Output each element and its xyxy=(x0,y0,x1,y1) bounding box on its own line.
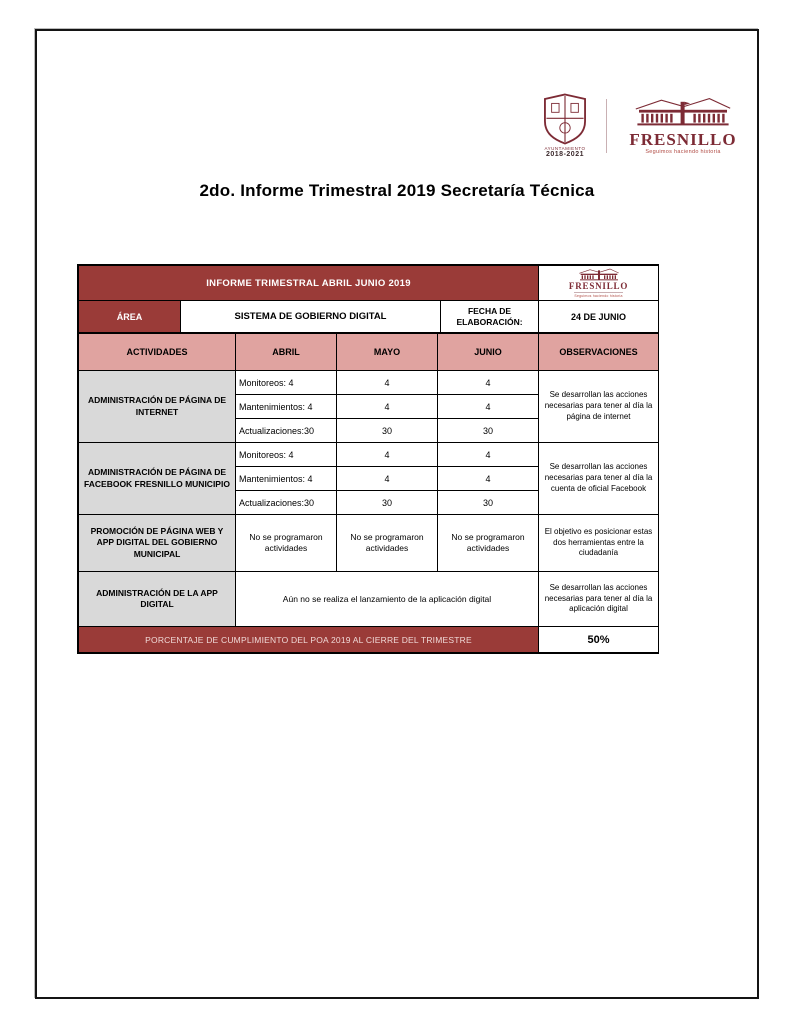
municipal-crest-logo xyxy=(536,93,594,158)
table-row xyxy=(79,515,659,572)
report-body-table xyxy=(78,333,659,653)
footer-percentage: 50% xyxy=(539,627,659,653)
cell-abril: Actualizaciones:30 xyxy=(236,419,337,443)
cell-junio: 4 xyxy=(438,443,539,467)
cell-abril: No se programaron actividades xyxy=(236,515,337,572)
cell-mayo: 4 xyxy=(337,371,438,395)
activity-facebook: ADMINISTRACIÓN DE PÁGINA DE FACEBOOK FRESNILLO MUNICIPIO xyxy=(79,443,236,515)
cell-merged-months: Aún no se realiza el lanzamiento de la aplicación digital xyxy=(236,572,539,627)
fresnillo-logo-small xyxy=(541,268,656,298)
cell-mayo: 4 xyxy=(337,395,438,419)
col-mayo: MAYO xyxy=(337,334,438,371)
area-row xyxy=(79,301,659,333)
table-row xyxy=(79,371,659,395)
crest-years: 2018-2021 xyxy=(546,151,584,158)
fecha-label: FECHA DE ELABORACIÓN: xyxy=(441,301,539,333)
cell-junio: 4 xyxy=(438,395,539,419)
observaciones-promocion: El objetivo es posicionar estas dos herramientas entre la ciudadanía xyxy=(539,515,659,572)
observaciones-internet: Se desarrollan las acciones necesarias para tener al día la página de internet xyxy=(539,371,659,443)
fresnillo-tagline: Seguimos haciendo historia xyxy=(645,149,721,155)
cell-abril: Mantenimientos: 4 xyxy=(236,395,337,419)
col-observaciones: OBSERVACIONES xyxy=(539,334,659,371)
cell-junio: 4 xyxy=(438,371,539,395)
col-abril: ABRIL xyxy=(236,334,337,371)
cell-abril: Actualizaciones:30 xyxy=(236,491,337,515)
activity-internet: ADMINISTRACIÓN DE PÁGINA DE INTERNET xyxy=(79,371,236,443)
fecha-value: 24 DE JUNIO xyxy=(539,301,659,333)
cell-mayo: 4 xyxy=(337,443,438,467)
fresnillo-building-icon xyxy=(631,96,735,130)
col-actividades: ACTIVIDADES xyxy=(79,334,236,371)
cell-mayo: 30 xyxy=(337,491,438,515)
cell-junio: 4 xyxy=(438,467,539,491)
cell-mayo: 4 xyxy=(337,467,438,491)
table-row xyxy=(79,443,659,467)
footer-label: PORCENTAJE DE CUMPLIMIENTO DEL POA 2019 AL CIERRE DEL TRIMESTRE xyxy=(79,627,539,653)
area-label: ÁREA xyxy=(79,301,181,333)
cell-junio: 30 xyxy=(438,491,539,515)
report-table xyxy=(77,264,659,654)
fresnillo-wordmark-small: FRESNILLO xyxy=(568,281,629,291)
cell-junio: No se programaron actividades xyxy=(438,515,539,572)
page-border-frame xyxy=(35,29,759,999)
cell-junio: 30 xyxy=(438,419,539,443)
header-logos xyxy=(536,93,747,158)
fresnillo-wordmark: FRESNILLO xyxy=(629,130,737,149)
logo-divider xyxy=(606,99,607,153)
activity-promocion: PROMOCIÓN DE PÁGINA WEB Y APP DIGITAL DEL GOBIERNO MUNICIPAL xyxy=(79,515,236,572)
table-row xyxy=(79,572,659,627)
fresnillo-tagline-small: Seguimos haciendo historia xyxy=(574,294,623,298)
area-value: SISTEMA DE GOBIERNO DIGITAL xyxy=(181,301,441,333)
cell-abril: Monitoreos: 4 xyxy=(236,443,337,467)
cell-abril: Mantenimientos: 4 xyxy=(236,467,337,491)
page-title: 2do. Informe Trimestral 2019 Secretaría Técnica xyxy=(199,181,595,200)
column-header-row xyxy=(79,334,659,371)
activity-app-digital: ADMINISTRACIÓN DE LA APP DIGITAL xyxy=(79,572,236,627)
table-title-row xyxy=(79,266,659,301)
cell-mayo: 30 xyxy=(337,419,438,443)
col-junio: JUNIO xyxy=(438,334,539,371)
report-header-table xyxy=(78,265,659,333)
cell-abril: Monitoreos: 4 xyxy=(236,371,337,395)
table-title: INFORME TRIMESTRAL ABRIL JUNIO 2019 xyxy=(79,266,539,301)
footer-row xyxy=(79,627,659,653)
cell-mayo: No se programaron actividades xyxy=(337,515,438,572)
observaciones-app-digital: Se desarrollan las acciones necesarias para tener al día la aplicación digital xyxy=(539,572,659,627)
crest-caption: AYUNTAMIENTO xyxy=(544,146,586,151)
fresnillo-building-icon-small xyxy=(576,268,622,282)
table-logo-cell xyxy=(539,266,659,301)
fresnillo-logo xyxy=(619,96,747,155)
crest-shield-icon xyxy=(542,93,588,145)
observaciones-facebook: Se desarrollan las acciones necesarias para tener al día la cuenta de oficial Facebook xyxy=(539,443,659,515)
